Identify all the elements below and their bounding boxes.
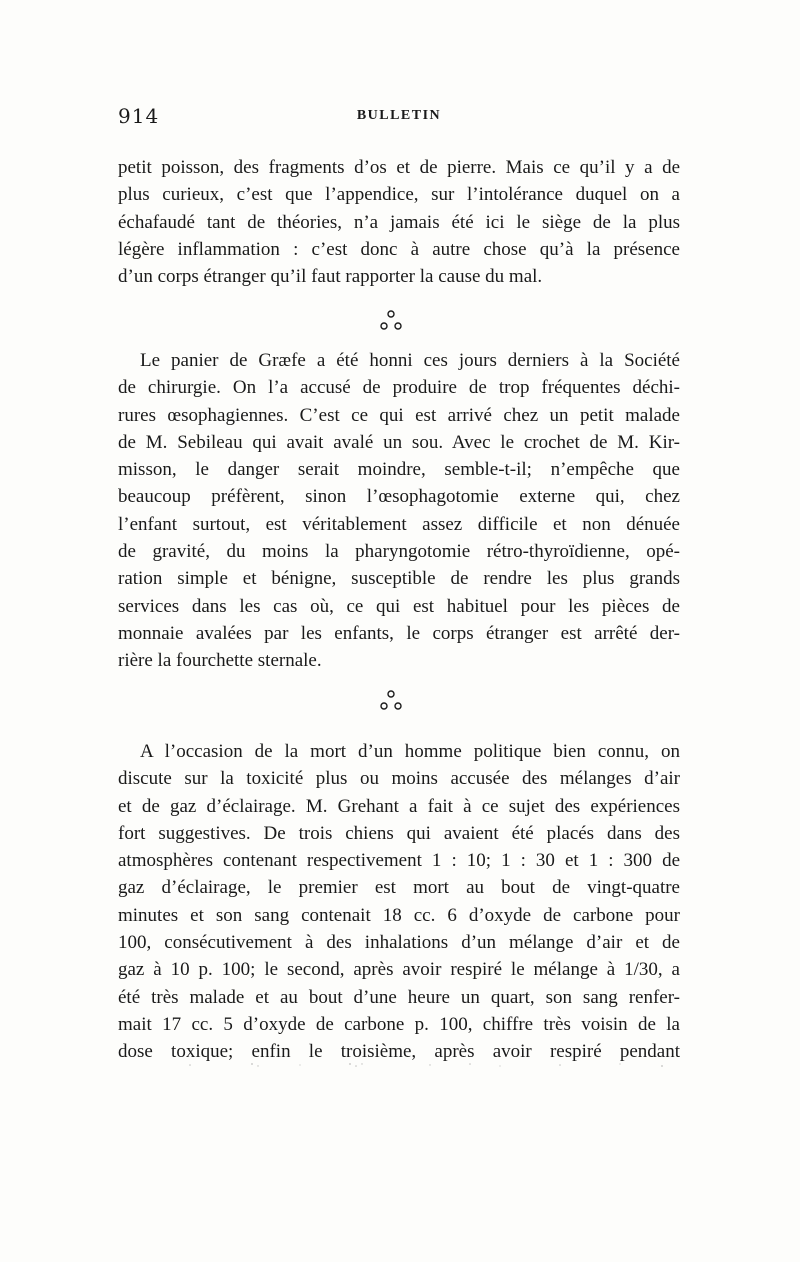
- text-line: gaz à 10 p. 100; le second, après avoir respiré le mélange à 1/30, a: [118, 959, 680, 981]
- text-line: rière la fourchette sternale.: [118, 650, 322, 672]
- paragraph-2: [118, 347, 680, 675]
- page-number: 914: [118, 104, 160, 128]
- text-line: services dans les cas où, ce qui est habituel pour les pièces de: [118, 595, 680, 617]
- text-line: l’enfant surtout, est véritablement assez difficile et non dénuée: [118, 513, 680, 535]
- asterism-icon: [376, 687, 406, 717]
- text-line: discute sur la toxicité plus ou moins accusée des mélanges d’air: [118, 768, 680, 790]
- text-line: fort suggestives. De trois chiens qui avaient été placés dans des: [118, 822, 680, 844]
- text-line: ration simple et bénigne, susceptible de rendre les plus grands: [118, 568, 680, 590]
- text-line: monnaie avalées par les enfants, le corps étranger est arrêté der-: [118, 622, 680, 644]
- asterism-icon: [376, 307, 406, 337]
- text-line: de M. Sebileau qui avait avalé un sou. Avec le crochet de M. Kir-: [118, 431, 680, 453]
- text-line: 100, consécutivement à des inhalations d’un mélange d’air et de: [118, 932, 680, 954]
- text-line: rures œsophagiennes. C’est ce qui est arrivé chez un petit malade: [118, 404, 680, 426]
- text-line: et de gaz d’éclairage. M. Grehant a fait à ce sujet des expériences: [118, 795, 680, 817]
- text-line: de chirurgie. On l’a accusé de produire de trop fréquentes déchi-: [118, 377, 680, 399]
- text-line: dose toxique; enfin le troisième, après avoir respiré pendant: [118, 1041, 680, 1063]
- print-smudge: [180, 1058, 670, 1072]
- text-line: A l’occasion de la mort d’un homme politique bien connu, on: [140, 741, 680, 762]
- text-line: légère inflammation : c’est donc à autre chose qu’à la présence: [118, 238, 680, 260]
- text-line: Le panier de Græfe a été honni ces jours derniers à la Société: [140, 350, 680, 371]
- text-line: misson, le danger serait moindre, semble-t-il; n’empêche que: [118, 459, 680, 481]
- paragraph-3: [118, 738, 680, 1066]
- text-line: d’un corps étranger qu’il faut rapporter la cause du mal.: [118, 266, 543, 288]
- text-line: petit poisson, des fragments d’os et de pierre. Mais ce qu’il y a de: [118, 157, 680, 178]
- text-line: plus curieux, c’est que l’appendice, sur l’intolérance duquel on a: [118, 184, 680, 206]
- text-line: beaucoup préfèrent, sinon l’œsophagotomie externe qui, chez: [118, 486, 680, 508]
- page-header: [118, 104, 680, 134]
- text-line: gaz d’éclairage, le premier est mort au bout de vingt-quatre: [118, 877, 680, 899]
- text-line: mait 17 cc. 5 d’oxyde de carbone p. 100, chiffre très voisin de la: [118, 1013, 680, 1035]
- text-line: échafaudé tant de théories, n’a jamais été ici le siège de la plus: [118, 211, 680, 233]
- paragraph-1: [118, 154, 680, 290]
- text-line: été très malade et au bout d’une heure un quart, son sang renfer-: [118, 986, 680, 1008]
- text-line: atmosphères contenant respectivement 1 : 10; 1 : 30 et 1 : 300 de: [118, 850, 680, 872]
- text-line: minutes et son sang contenait 18 cc. 6 d’oxyde de carbone pour: [118, 904, 680, 926]
- running-title: BULLETIN: [356, 108, 442, 123]
- text-line: de gravité, du moins la pharyngotomie rétro-thyroïdienne, opé-: [118, 541, 680, 563]
